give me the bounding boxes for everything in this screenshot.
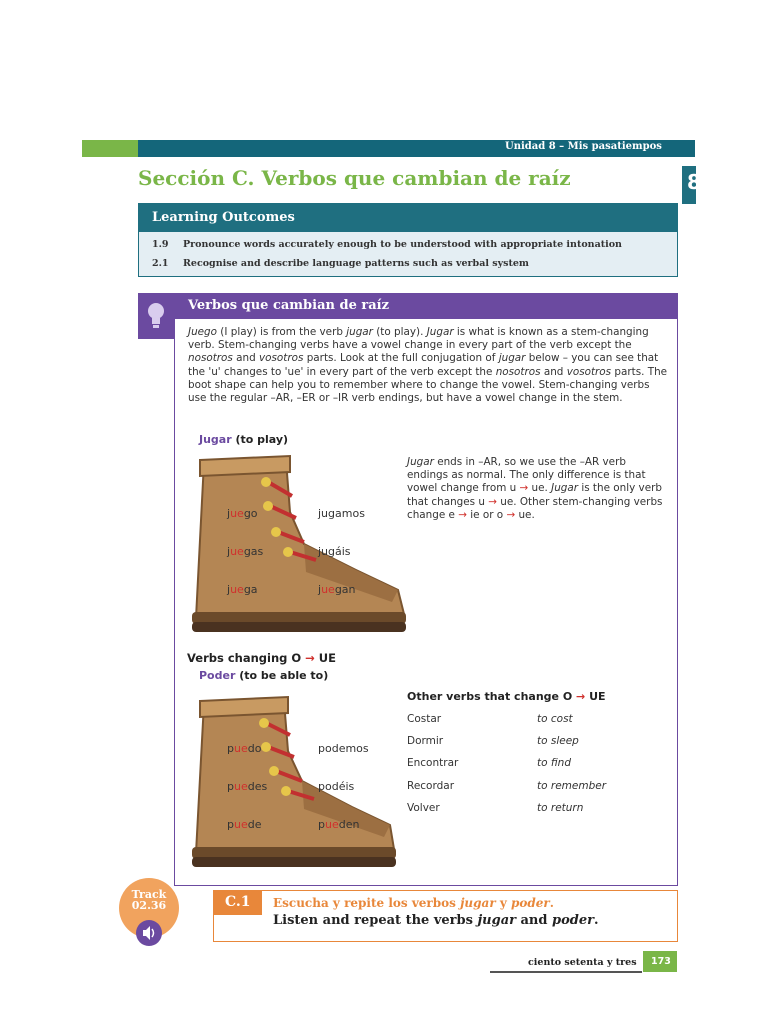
conj-stem-change: ue: [324, 818, 339, 831]
intro-italic: jugar: [346, 326, 373, 338]
note-text: ie or o: [466, 508, 507, 521]
section-title: Sección C. Verbos que cambian de raíz: [138, 166, 571, 190]
other-verb-en: to cost: [537, 713, 573, 725]
note-text: ue.: [515, 508, 535, 521]
conj-part: p: [318, 818, 325, 831]
other-verb-es: Recordar: [407, 780, 455, 792]
conj-stem-change: ue: [230, 545, 244, 558]
conj-stem-change: ue: [233, 818, 248, 831]
page-number: 173: [651, 956, 671, 967]
arrow-icon: →: [506, 508, 516, 521]
conj-yo: [227, 742, 261, 755]
conj-tu: [227, 780, 267, 793]
conj-part: des: [247, 780, 268, 793]
instruction-text: .: [549, 896, 554, 910]
instruction-italic: jugar: [460, 896, 496, 910]
note-text: ue.: [528, 482, 552, 495]
other-verb-es: Costar: [407, 713, 442, 725]
intro-paragraph: [188, 326, 670, 405]
conj-part: podemos: [318, 742, 369, 755]
header-green-band: [82, 140, 138, 157]
heading-text: Verbs changing O: [187, 651, 306, 665]
conj-part: p: [227, 780, 234, 793]
activity-code: C.1: [225, 894, 251, 910]
intro-italic: nosotros: [495, 365, 541, 378]
other-verbs-heading: [407, 690, 606, 703]
poder-gloss: (to be able to): [235, 669, 329, 682]
conj-part: j: [227, 507, 231, 520]
arrow-icon: →: [519, 482, 529, 495]
instruction-italic: poder: [552, 913, 594, 928]
poder-title: [199, 669, 328, 682]
other-verb-en: to sleep: [537, 735, 579, 747]
intro-text: parts. The boot shape can help you to remember where to change the vowel. Stem-changing verbs use the regular –AR, –ER or –IR verb endings, but have a vowel change in the stem.: [188, 365, 668, 405]
intro-text: below – you can see that the 'u' changes to 'ue' in every part of the verb except the: [188, 352, 659, 378]
conj-stem-change: ue: [230, 583, 244, 596]
conj-el: [227, 583, 258, 596]
conj-stem-change: ue: [230, 507, 244, 520]
intro-italic: Juego: [188, 326, 217, 338]
instruction-text: and: [515, 913, 553, 928]
outcome-number: 1.9: [152, 239, 169, 250]
note-italic: Jugar: [407, 456, 434, 468]
learning-outcomes-box: [138, 203, 678, 277]
note-italic: Jugar: [551, 482, 579, 495]
track-label-line: Track: [131, 888, 167, 901]
other-verb-es: Dormir: [407, 735, 444, 747]
arrow-icon: →: [305, 651, 315, 665]
jugar-boot-illustration: [186, 452, 408, 640]
arrow-icon: →: [576, 690, 586, 703]
conj-stem-change: ue: [321, 583, 335, 596]
heading-text: UE: [314, 651, 336, 665]
unit-title: Unidad 8 – Mis pasatiempos: [505, 141, 662, 152]
grammar-panel-title: Verbos que cambian de raíz: [188, 298, 389, 313]
heading-text: Other verbs that change O: [407, 690, 577, 703]
poder-boot-illustration: [186, 693, 398, 877]
lightbulb-icon-tile: [138, 293, 174, 339]
track-number: 02.36: [131, 899, 167, 912]
instruction-text: y: [495, 896, 511, 910]
outcome-text: Pronounce words accurately enough to be understood with appropriate intonation: [183, 239, 622, 250]
intro-text: is what is known as a stem-changing verb. Stem-changing verbs have a vowel change in every part of the verb except the: [188, 326, 649, 352]
jugar-note: [407, 456, 669, 522]
learning-outcomes-title: Learning Outcomes: [152, 210, 295, 225]
conj-part: p: [227, 818, 234, 831]
other-verb-en: to remember: [537, 780, 607, 792]
conj-part: go: [243, 507, 258, 520]
conj-tu: [227, 545, 263, 558]
other-verb-es: Volver: [407, 802, 440, 814]
other-verb-en: to return: [537, 802, 584, 814]
outcome-number: 2.1: [152, 258, 169, 269]
other-verb-es: Encontrar: [407, 757, 459, 769]
conj-stem-change: ue: [233, 780, 248, 793]
note-text: ue. Other stem-changing verbs change e: [407, 495, 663, 521]
conj-nosotros: [318, 742, 369, 755]
conj-part: gan: [334, 583, 356, 596]
conj-nosotros: [318, 507, 365, 520]
arrow-icon: →: [458, 508, 467, 521]
instruction-text: Listen and repeat the verbs: [273, 913, 478, 928]
outcome-text: Recognise and describe language patterns such as verbal system: [183, 258, 529, 269]
conj-part: do: [247, 742, 262, 755]
note-text: ends in –AR, so we use the –AR verb endings as normal. The only difference is that vowel change from u: [407, 456, 646, 495]
intro-text: and: [540, 365, 567, 378]
conj-part: jugamos: [318, 507, 365, 520]
conj-part: j: [227, 583, 231, 596]
conj-part: gas: [243, 545, 264, 558]
intro-text: and: [232, 352, 259, 365]
unit-side-tab-number: 8: [687, 170, 701, 194]
conj-el: [227, 818, 261, 831]
conj-ellos: [318, 818, 359, 831]
o-ue-heading: [187, 651, 336, 665]
speaker-icon: [136, 920, 162, 946]
activity-instruction-es: [273, 896, 554, 910]
conj-part: podéis: [318, 780, 355, 793]
conj-yo: [227, 507, 258, 520]
conj-part: de: [247, 818, 262, 831]
instruction-italic: jugar: [477, 913, 516, 928]
jugar-title: [199, 433, 288, 446]
instruction-text: Escucha y repite los verbos: [273, 896, 461, 910]
jugar-gloss: (to play): [231, 433, 289, 446]
poder-verb: Poder: [199, 669, 236, 682]
intro-italic: jugar: [498, 352, 526, 365]
conj-vosotros: [318, 545, 351, 558]
conj-vosotros: [318, 780, 354, 793]
conj-part: j: [318, 583, 322, 596]
note-text: is the only verb that changes u: [407, 482, 662, 508]
intro-italic: vosotros: [566, 365, 612, 378]
conj-stem-change: ue: [233, 742, 248, 755]
intro-text: parts. Look at the full conjugation of: [303, 352, 499, 365]
page-number-words: ciento setenta y tres: [528, 957, 637, 968]
intro-text: (I play) is from the verb: [217, 326, 347, 338]
intro-italic: nosotros: [188, 352, 233, 365]
jugar-verb: Jugar: [199, 433, 232, 446]
heading-text: UE: [585, 690, 606, 703]
unit-side-tab: [682, 166, 701, 204]
conj-ellos: [318, 583, 356, 596]
track-label: [127, 889, 171, 911]
conj-part: p: [227, 742, 234, 755]
instruction-text: .: [594, 913, 599, 928]
other-verb-en: to find: [537, 757, 571, 769]
arrow-icon: →: [488, 495, 497, 508]
conj-part: ga: [243, 583, 258, 596]
intro-text: (to play).: [372, 326, 427, 338]
lightbulb-icon: [138, 293, 174, 339]
audio-play-button[interactable]: [136, 920, 162, 946]
intro-italic: Jugar: [426, 326, 454, 338]
conj-part: j: [227, 545, 231, 558]
instruction-italic: poder: [510, 896, 550, 910]
activity-instruction-en: [273, 913, 599, 928]
footer-rule: [490, 971, 642, 973]
conj-part: den: [338, 818, 360, 831]
intro-italic: vosotros: [259, 352, 304, 365]
conj-part: jugáis: [318, 545, 351, 558]
